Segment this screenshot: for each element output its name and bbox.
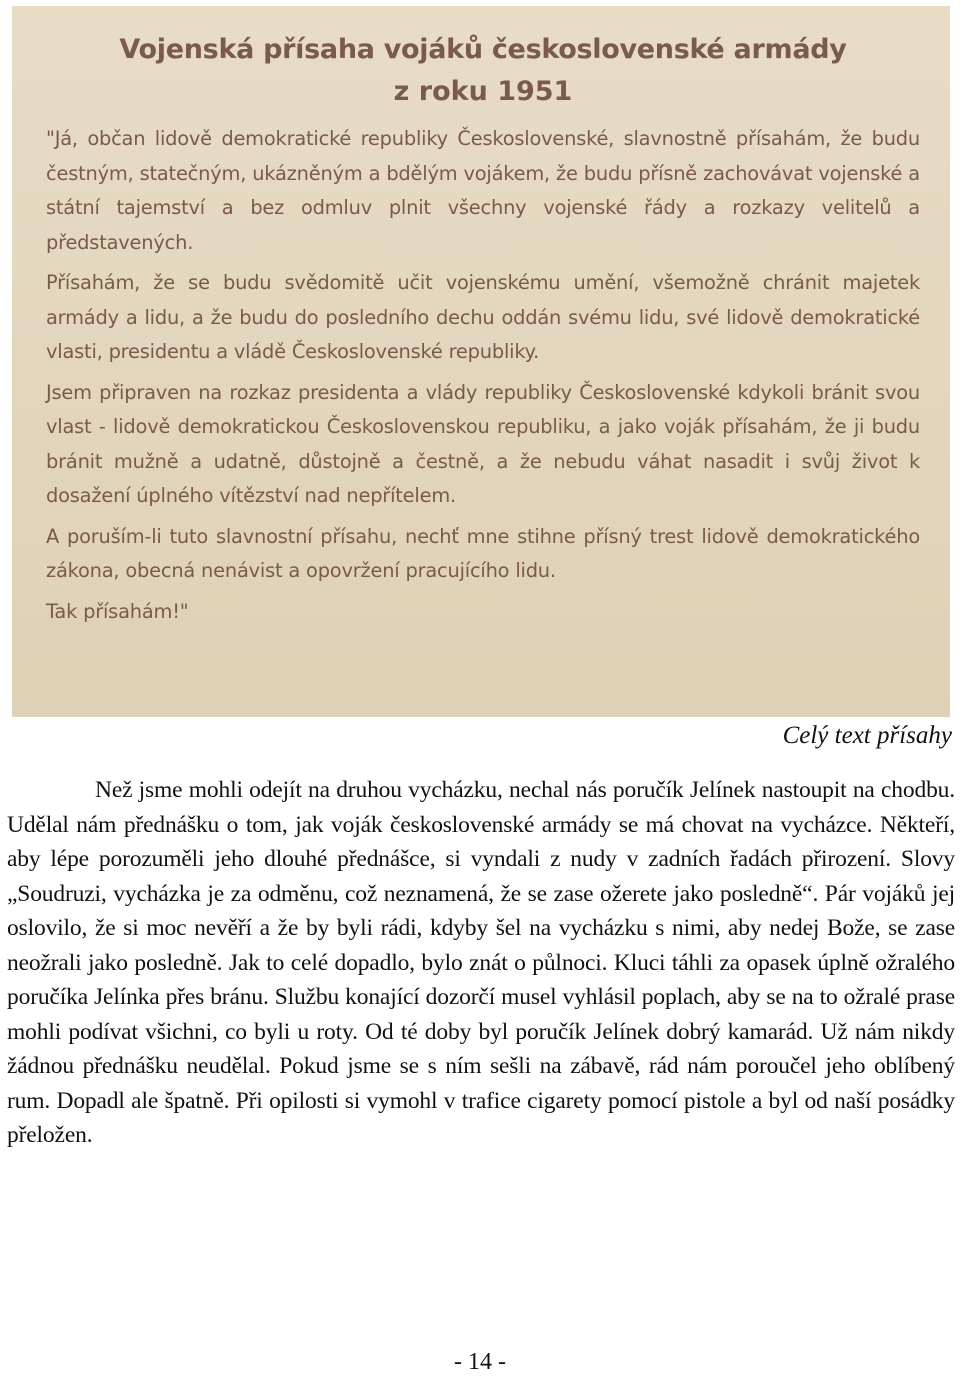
oath-paragraph: Tak přísahám!" [46,599,189,623]
body-paragraph: Než jsme mohli odejít na druhou vycházku, nechal nás poručík Jelínek nastoupit na chodbu. Udělal nám přednášku o tom, jak voják československé armády se má chovat na vycházce. Někteří, aby lépe porozuměli jeho dlouhé přednášce, si vyndali z nudy v zadních řadách přirození. Slovy „Soudruzi, vycházka je za odměnu, což neznamená, že se zase ožerete jako posledně“. Pár vojáků jej oslovilo, že si moc nevěří a že by byli rádi, kdyby šel na vycházku s nimi, aby nedej Bože, se zase neožrali jako posledně. Jak to celé dopadlo, bylo znát o půlnoci. Kluci táhli za opasek úplně ožralého poručíka Jelínka přes bránu. Službu konající dozorčí musel vyhlásil poplach, aby se na to ožralé prase mohli podívat všichni, co byli u roty. Od té doby byl poručík Jelínek dobrý kamarád. Už nám nikdy žádnou přednášku neudělal. Pokud jsme se s ním sešli na zábavě, rád nám poroučel jeho oblíbený rum. Dopadl ale špatně. Při opilosti si vymohl v trafice cigarety pomocí pistole a byl od naší posádky přeložen. [7,777,955,1148]
oath-paragraph: A poruším-li tuto slavnostní přísahu, nechť mne stihne přísný trest lidově demokratického zákona, obecná nenávist a opovržení pracujícího lidu. [46,524,920,582]
page-number: - 14 - [454,1349,506,1375]
oath-paragraph: "Já, občan lidově demokratické republiky Československé, slavnostně přísahám, že budu čestným, statečným, ukázněným a bdělým vojákem, že budu přísně zachovávat vojenské a státní tajemství a bez odmluv plnit všechny vojenské řády a rozkazy velitelů a představených. [46,127,920,254]
oath-subtitle: z roku 1951 [393,76,573,107]
oath-title: Vojenská přísaha vojáků československé armády [119,34,847,65]
oath-paragraph: Přísahám, že se budu svědomitě učit vojenskému umění, všemožně chránit majetek armády a lidu, a že budu do posledního dechu oddán svému lidu, své lidově demokratické vlasti, presidentu a vládě Československé republiky. [46,271,920,363]
oath-text-image [12,6,950,717]
oath-paragraph: Jsem připraven na rozkaz presidenta a vlády republiky Československé kdykoli bránit svou vlast - lidově demokratickou Československou republiku, a jako voják přísahám, že ji budu bránit mužně a udatně, důstojně a čestně, a že nebudu váhat nasadit i svůj život k dosažení úplného vítězství nad nepřítelem. [46,380,920,507]
image-caption: Celý text přísahy [782,722,952,749]
